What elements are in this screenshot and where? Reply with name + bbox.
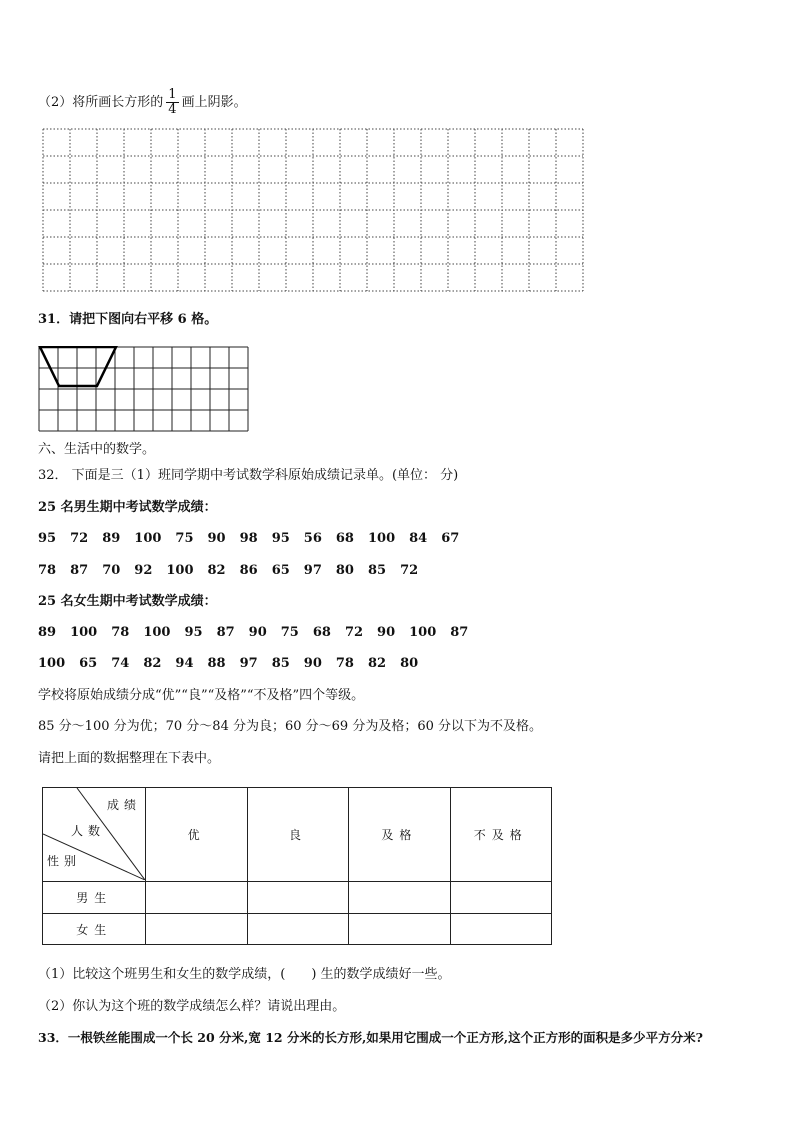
diag-label-score: 成绩 <box>107 798 142 812</box>
score-value: 68 <box>335 531 354 546</box>
answer-cell[interactable] <box>247 914 348 945</box>
score-value: 72 <box>400 563 419 578</box>
answer-cell[interactable] <box>349 882 450 914</box>
score-value: 72 <box>344 625 364 640</box>
score-value: 65 <box>271 563 290 578</box>
header-pass: 及格 <box>349 788 450 882</box>
score-value: 74 <box>111 656 130 671</box>
score-value: 75 <box>175 531 194 546</box>
boys-label: 25 名男生期中考试数学成绩： <box>38 500 217 515</box>
girls-label: 25 名女生期中考试数学成绩： <box>38 594 217 609</box>
score-value: 87 <box>450 625 469 640</box>
score-value: 95 <box>271 531 290 546</box>
score-value: 87 <box>70 563 89 578</box>
score-value: 80 <box>400 656 419 671</box>
score-value: 75 <box>280 625 299 640</box>
table-instruction: 请把上面的数据整理在下表中。 <box>38 751 221 766</box>
dotted-grid <box>42 128 584 292</box>
fraction-one-quarter: $\frac{1}{4}$ <box>168 87 177 117</box>
score-value: 72 <box>70 531 89 546</box>
score-value: 100 <box>143 625 171 640</box>
score-value: 100 <box>38 656 66 671</box>
boys-scores-row-1 <box>38 530 473 548</box>
score-value: 85 <box>271 656 290 671</box>
boys-scores-row-2 <box>38 562 432 580</box>
diagonal-header-cell <box>43 788 146 882</box>
score-value: 94 <box>175 656 194 671</box>
score-value: 98 <box>239 531 258 546</box>
q32-intro: 32． 下面是三（1）班同学期中考试数学科原始成绩记录单。(单位： 分) <box>38 468 459 483</box>
grading-intro: 学校将原始成绩分成“优”“良”“及格”“不及格”四个等级。 <box>38 688 365 703</box>
score-value: 89 <box>38 625 57 640</box>
score-value: 100 <box>409 625 437 640</box>
score-value: 88 <box>207 656 226 671</box>
score-value: 65 <box>79 656 98 671</box>
score-value: 84 <box>409 531 428 546</box>
diag-label-gender: 性别 <box>47 854 82 868</box>
score-value: 100 <box>134 531 162 546</box>
grading-rule: 85 分～100 分为优；70 分～84 分为良；60 分～69 分为及格；60 分以下为不及格。 <box>38 719 542 734</box>
row-label-boys: 男生 <box>43 882 146 914</box>
score-value: 68 <box>312 625 331 640</box>
translation-grid <box>38 346 250 434</box>
q30-suffix: 画上阴影。 <box>181 95 247 110</box>
score-value: 70 <box>102 563 121 578</box>
header-fail: 不及格 <box>450 788 551 882</box>
score-value: 82 <box>367 656 387 671</box>
score-value: 82 <box>143 656 162 671</box>
score-value: 78 <box>111 625 130 640</box>
score-value: 97 <box>303 563 322 578</box>
score-value: 90 <box>248 625 267 640</box>
score-value: 82 <box>207 563 226 578</box>
girls-scores-row-1 <box>38 624 482 642</box>
section-title: 六、生活中的数学。 <box>38 442 156 457</box>
score-value: 95 <box>38 531 57 546</box>
q30-prefix: （2）将所画长方形的 <box>38 95 164 110</box>
answer-cell[interactable] <box>146 914 247 945</box>
score-value: 100 <box>166 563 194 578</box>
header-good: 良 <box>247 788 348 882</box>
score-value: 92 <box>134 563 153 578</box>
diag-label-count: 人数 <box>71 824 106 838</box>
score-value: 80 <box>335 563 354 578</box>
row-label-girls: 女生 <box>43 914 146 945</box>
q30-part2 <box>38 88 247 117</box>
score-value: 56 <box>303 531 322 546</box>
trapezoid-shape <box>40 347 116 386</box>
q31-question: 31．请把下图向右平移 6 格。 <box>38 312 218 327</box>
score-value: 87 <box>216 625 235 640</box>
score-value: 95 <box>184 625 203 640</box>
score-value: 100 <box>70 625 98 640</box>
answer-cell[interactable] <box>349 914 450 945</box>
score-value: 85 <box>367 563 387 578</box>
q33-question: 33．一根铁丝能围成一个长 20 分米,宽 12 分米的长方形,如果用它围成一个正方形,这个正方形的面积是多少平方分米? <box>38 1030 703 1045</box>
score-value: 90 <box>303 656 322 671</box>
answer-cell[interactable] <box>450 914 551 945</box>
score-value: 78 <box>38 563 57 578</box>
score-value: 100 <box>367 531 396 546</box>
score-value: 78 <box>335 656 354 671</box>
grade-table <box>42 787 552 945</box>
girls-scores-row-2 <box>38 655 432 673</box>
answer-cell[interactable] <box>450 882 551 914</box>
score-value: 89 <box>102 531 121 546</box>
score-value: 90 <box>207 531 226 546</box>
score-value: 86 <box>239 563 258 578</box>
answer-cell[interactable] <box>247 882 348 914</box>
header-excellent: 优 <box>146 788 247 882</box>
answer-cell[interactable] <box>146 882 247 914</box>
q32-sub2: （2）你认为这个班的数学成绩怎么样？请说出理由。 <box>38 999 346 1014</box>
score-value: 97 <box>239 656 258 671</box>
q32-sub1: （1）比较这个班男生和女生的数学成绩，( ) 生的数学成绩好一些。 <box>38 967 451 982</box>
score-value: 90 <box>377 625 396 640</box>
score-value: 67 <box>441 531 460 546</box>
